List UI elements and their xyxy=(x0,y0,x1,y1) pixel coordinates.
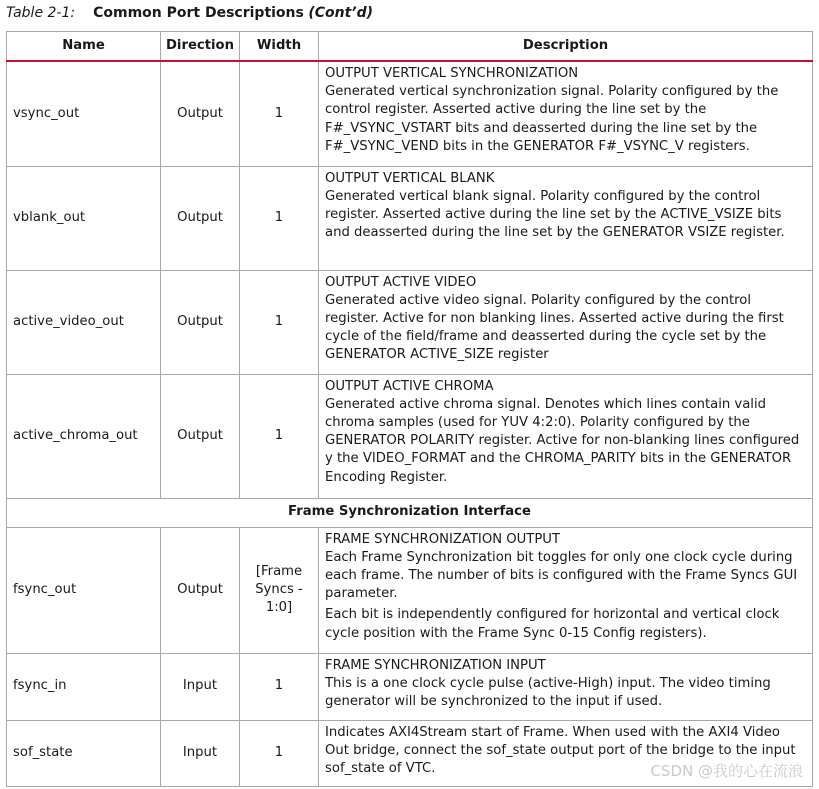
port-direction: Input xyxy=(161,720,240,786)
table-row xyxy=(7,270,813,374)
port-direction: Output xyxy=(161,61,240,166)
description-heading: OUTPUT VERTICAL SYNCHRONIZATION xyxy=(325,66,579,81)
description-paragraph: Generated active chroma signal. Denotes which lines contain valid chroma samples (used for YUV 4:2:0). Polarity configured by the GENERATOR POLARITY register. Active for non-blanking lines configured y the VIDEO_FORMAT and the CHROMA_PARITY bits in the GENERATOR Encoding Register. xyxy=(325,396,800,485)
description-heading: OUTPUT ACTIVE CHROMA xyxy=(325,378,494,394)
port-description xyxy=(319,374,813,498)
port-width: 1 xyxy=(240,270,319,374)
port-description xyxy=(319,527,813,653)
section-row xyxy=(7,498,813,527)
header-name: Name xyxy=(7,32,161,62)
port-width: 1 xyxy=(240,61,319,166)
description-paragraph: Generated vertical blank signal. Polarity configured by the control register. Asserted active during the line set by the ACTIVE_VSIZE bits and deasserted during the line set by the GENERATOR VSIZE register. xyxy=(325,188,785,241)
table-row xyxy=(7,374,813,498)
port-name: fsync_out xyxy=(7,527,161,653)
port-width: [Frame Syncs - 1:0] xyxy=(240,527,319,653)
port-description xyxy=(319,653,813,720)
port-direction: Output xyxy=(161,166,240,270)
table-row xyxy=(7,653,813,720)
port-name: sof_state xyxy=(7,720,161,786)
header-row xyxy=(7,32,813,62)
port-direction: Output xyxy=(161,374,240,498)
port-name: fsync_in xyxy=(7,653,161,720)
table-caption xyxy=(6,5,373,21)
port-description xyxy=(319,61,813,166)
table-title: Common Port Descriptions xyxy=(93,5,304,21)
port-name: vsync_out xyxy=(7,61,161,166)
port-name: vblank_out xyxy=(7,166,161,270)
header-direction: Direction xyxy=(161,32,240,62)
description-paragraph: Each Frame Synchronization bit toggles for only one clock cycle during each frame. The number of bits is configured with the Frame Syncs GUI parameter. xyxy=(325,549,798,602)
description-paragraph: Generated vertical synchronization signal. Polarity configured by the control register. Asserted active during the line set by the F#_VSYNC_VSTART bits and deasserted during the line set by the F#_VSYNC_VEND bits in the GENERATOR F#_VSYNC_V registers. xyxy=(325,84,779,154)
port-width: 1 xyxy=(240,374,319,498)
header-description: Description xyxy=(319,32,813,62)
port-name: active_video_out xyxy=(7,270,161,374)
port-width: 1 xyxy=(240,653,319,720)
port-width: 1 xyxy=(240,720,319,786)
port-direction: Input xyxy=(161,653,240,720)
port-direction: Output xyxy=(161,270,240,374)
description-paragraph: This is a one clock cycle pulse (active-High) input. The video timing generator will be synchronized to the input if used. xyxy=(325,675,771,709)
description-heading: FRAME SYNCHRONIZATION INPUT xyxy=(325,657,546,673)
table-number: Table 2-1: xyxy=(6,5,76,21)
description-paragraph: Indicates AXI4Stream start of Frame. When used with the AXI4 Video Out bridge, connect the sof_state output port of the bridge to the input sof_state of VTC. xyxy=(325,724,796,776)
watermark: CSDN @我的心在流浪 xyxy=(650,762,803,780)
port-description xyxy=(319,166,813,270)
description-heading: OUTPUT ACTIVE VIDEO xyxy=(325,274,477,290)
description-paragraph: Generated active video signal. Polarity configured by the control register. Active for non blanking lines. Asserted active during the first cycle of the field/frame and deasserted during the cycle set by the GENERATOR ACTIVE_SIZE register xyxy=(325,292,784,363)
section-title: Frame Synchronization Interface xyxy=(7,498,813,527)
table-cont-label: (Cont’d) xyxy=(308,5,374,21)
port-width: 1 xyxy=(240,166,319,270)
port-name: active_chroma_out xyxy=(7,374,161,498)
port-descriptions-table xyxy=(6,31,813,787)
description-heading: FRAME SYNCHRONIZATION OUTPUT xyxy=(325,531,561,547)
table-row xyxy=(7,61,813,166)
description-paragraph: Each bit is independently configured for horizontal and vertical clock cycle position with the Frame Sync 0-15 Config registers). xyxy=(325,607,780,641)
port-direction: Output xyxy=(161,527,240,653)
header-width: Width xyxy=(240,32,319,62)
table-row xyxy=(7,527,813,653)
table-row xyxy=(7,166,813,270)
port-description xyxy=(319,270,813,374)
description-heading: OUTPUT VERTICAL BLANK xyxy=(325,170,495,186)
